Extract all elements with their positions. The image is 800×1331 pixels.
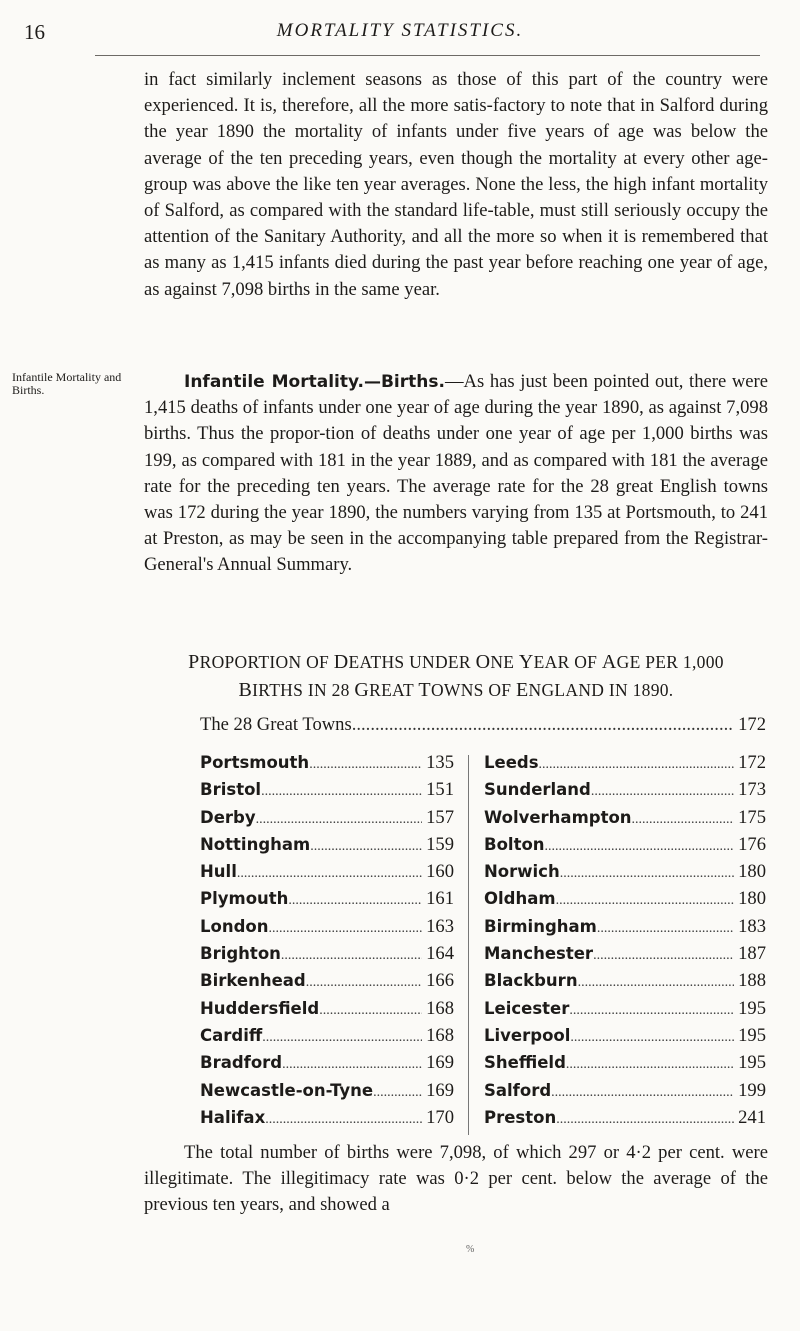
- town-name: Brighton: [200, 944, 281, 964]
- table-right-column: [484, 752, 766, 1134]
- town-name: Derby: [200, 807, 256, 827]
- rate-value: 173: [738, 779, 766, 801]
- rate-value: 175: [738, 806, 766, 828]
- rate-value: 160: [426, 861, 454, 883]
- rate-value: 163: [426, 915, 454, 937]
- leader-dots: [545, 839, 735, 855]
- page-number: 16: [24, 20, 45, 44]
- table-title-line-1: PROPORTION OF DEATHS UNDER ONE YEAR OF AGE PER 1,000: [188, 651, 724, 673]
- town-name: London: [200, 916, 269, 936]
- table-row: [484, 1025, 766, 1052]
- town-name: Plymouth: [200, 889, 289, 909]
- town-name: Leeds: [484, 753, 539, 772]
- column-divider: [468, 755, 469, 1135]
- rate-value: 176: [738, 833, 766, 855]
- rate-value: 166: [426, 970, 454, 992]
- town-name: Huddersfield: [200, 998, 320, 1018]
- town-name: Bristol: [200, 780, 262, 800]
- table-row: [200, 861, 454, 888]
- table-row: [200, 807, 454, 834]
- leader-dots: [269, 921, 423, 937]
- total-value: 172: [738, 714, 766, 735]
- rate-value: 180: [738, 888, 766, 910]
- leader-dots: [237, 866, 422, 882]
- paragraph-1: in fact similarly inclement seasons as those of this part of the country were experienced. It is, therefore, all the more satis-factory to note that in Salford during the year 1890 the mortality of infants under five years of age was below the average of the ten preceding years, even though the mortality at every other age-group was above the like ten year averages. None the less, the high infant mortality of Salford, as compared with the standard life-table, must still seriously occupy the attention of the Sanitary Authority, and all the more so when it is remembered that as many as 1,415 infants died during the past year before reaching one year of age, as against 7,098 births in the same year.: [144, 69, 768, 300]
- table-row: [484, 834, 766, 861]
- town-name: Leicester: [484, 998, 570, 1018]
- rate-value: 195: [738, 1024, 766, 1046]
- rate-value: 183: [738, 915, 766, 937]
- leader-dots: [632, 812, 735, 828]
- leader-dots: [570, 1030, 734, 1046]
- paragraph-2-text: —As has just been pointed out, there were 1,415 deaths of infants under one year of age during the year 1890, as against 7,098 births. Thus the propor-tion of deaths under one year of age per 1,000 births was 199, as compared with 181 in the year 1889, and as compared with 181 the average rate for the preceding ten years. The average rate for the 28 great English towns was 172 during the year 1890, the numbers varying from 135 at Portsmouth, to 241 at Preston, as may be seen in the accompanying table prepared from the Registrar-General's Annual Summary.: [144, 371, 768, 576]
- leader-dots: [319, 1003, 422, 1019]
- table-row: [484, 807, 766, 834]
- table-row: [200, 998, 454, 1025]
- table-title-line-2: BIRTHS IN 28 GREAT TOWNS OF ENGLAND IN 1890.: [238, 679, 674, 701]
- table-row: [484, 1052, 766, 1079]
- rate-value: 161: [426, 888, 454, 910]
- town-name: Hull: [200, 862, 237, 882]
- rate-value: 169: [426, 1052, 454, 1074]
- town-name: Blackburn: [484, 971, 578, 991]
- table-row: [200, 943, 454, 970]
- town-name: Cardiff: [200, 1025, 263, 1045]
- rate-value: 168: [426, 1024, 454, 1046]
- table-row: [484, 861, 766, 888]
- leader-dots: [551, 1085, 734, 1101]
- town-name: Birmingham: [484, 916, 597, 936]
- rate-value: 135: [426, 752, 454, 773]
- town-name: Halifax: [200, 1107, 266, 1127]
- header-rule: [95, 55, 760, 56]
- running-title: MORTALITY STATISTICS.: [276, 20, 524, 41]
- town-name: Sheffield: [484, 1053, 566, 1073]
- rate-value: 169: [426, 1079, 454, 1101]
- town-name: Salford: [484, 1080, 552, 1100]
- rate-value: 199: [738, 1079, 766, 1101]
- town-name: Oldham: [484, 889, 556, 909]
- leader-dots: [569, 1003, 734, 1019]
- total-label: The 28 Great Towns: [200, 714, 352, 735]
- page-mark: %: [466, 1244, 475, 1255]
- table-row: [484, 888, 766, 915]
- table-left-column: [200, 752, 454, 1134]
- leader-dots: [373, 1085, 422, 1101]
- leader-dots: [556, 1112, 734, 1128]
- rate-value: 164: [426, 943, 454, 965]
- rate-value: 187: [738, 943, 766, 965]
- table-row: [200, 834, 454, 861]
- paragraph-3: The total number of births were 7,098, of which 297 or 4·2 per cent. were illegitimate. The illegitimacy rate was 0·2 per cent. below the average of the previous ten years, and showed a: [144, 1142, 768, 1216]
- leader-dots: [288, 893, 422, 909]
- table-row: [200, 916, 454, 943]
- rate-value: 170: [426, 1106, 454, 1128]
- leader-dots: [261, 784, 422, 800]
- leader-dots: [597, 921, 734, 937]
- table-row: [484, 779, 766, 806]
- town-name: Bradford: [200, 1053, 283, 1073]
- rate-value: 159: [426, 833, 454, 855]
- rate-value: 188: [738, 970, 766, 992]
- town-name: Birkenhead: [200, 971, 306, 991]
- table-row: [200, 888, 454, 915]
- town-name: Norwich: [484, 862, 560, 882]
- table-row: [200, 970, 454, 997]
- rate-value: 151: [426, 779, 454, 801]
- town-name: Sunderland: [484, 780, 591, 800]
- table-row: [484, 998, 766, 1025]
- table-row: [200, 779, 454, 806]
- town-name: Bolton: [484, 834, 545, 854]
- rate-value: 180: [738, 861, 766, 883]
- leader-dots: [578, 975, 735, 991]
- leader-dots: [262, 1030, 422, 1046]
- leader-dots: [539, 757, 735, 773]
- table-row: [484, 752, 766, 779]
- leader-dots: [281, 948, 422, 964]
- leader-dots: [309, 757, 422, 773]
- rate-value: 195: [738, 997, 766, 1019]
- table-row: [484, 970, 766, 997]
- table-row: [484, 1107, 766, 1134]
- table-row: [484, 943, 766, 970]
- leader-dots: [566, 1057, 734, 1073]
- table-row: [200, 1080, 454, 1107]
- table-row: [200, 752, 454, 779]
- town-name: Portsmouth: [200, 753, 310, 772]
- rate-value: 168: [426, 997, 454, 1019]
- leader-dots: [256, 812, 423, 828]
- town-name: Nottingham: [200, 834, 311, 854]
- table-row: [200, 1025, 454, 1052]
- paragraph-2: [144, 369, 768, 579]
- town-name: Liverpool: [484, 1025, 571, 1045]
- leader-dots: [593, 948, 734, 964]
- town-name: Wolverhampton: [484, 807, 632, 827]
- rate-value: 195: [738, 1052, 766, 1074]
- leader-dots: [560, 866, 734, 882]
- town-name: Manchester: [484, 944, 594, 964]
- town-name: Newcastle-on-Tyne: [200, 1080, 374, 1100]
- leader-dots: [310, 839, 422, 855]
- leader-dots: [352, 714, 732, 736]
- table-row: [484, 1080, 766, 1107]
- rate-value: 157: [426, 806, 454, 828]
- table-row: [484, 916, 766, 943]
- rate-value: 172: [738, 752, 766, 773]
- leader-dots: [265, 1112, 422, 1128]
- margin-note: Infantile Mortality and Births.: [12, 370, 122, 397]
- table-total-row: [200, 714, 766, 736]
- rate-value: 241: [738, 1106, 766, 1128]
- town-name: Preston: [484, 1107, 557, 1127]
- table-row: [200, 1052, 454, 1079]
- leader-dots: [591, 784, 734, 800]
- section-heading: Infantile Mortality.—Births.: [184, 372, 445, 392]
- table-row: [200, 1107, 454, 1134]
- leader-dots: [306, 975, 422, 991]
- leader-dots: [282, 1057, 422, 1073]
- leader-dots: [556, 893, 735, 909]
